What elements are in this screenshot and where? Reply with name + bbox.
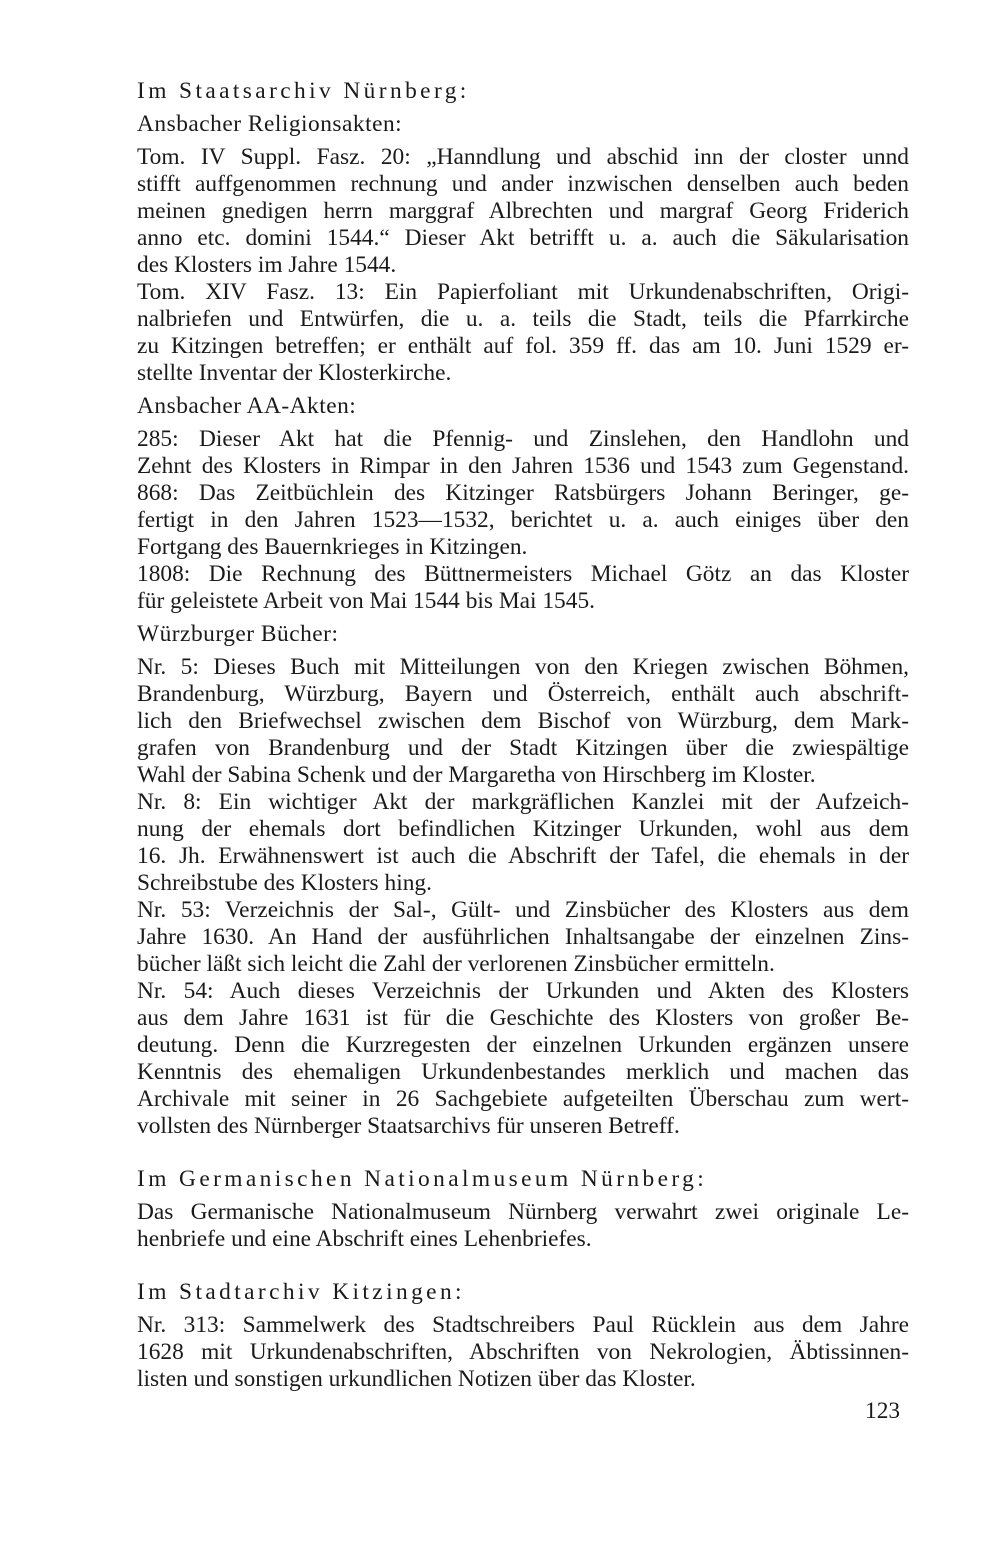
subheading-aa-akten: Ansbacher AA-Akten: bbox=[137, 393, 357, 419]
entry-line: des Klosters im Jahre 1544. bbox=[137, 252, 397, 278]
subheading-wuerzburger-buecher: Würzburger Bücher: bbox=[137, 621, 339, 647]
entry-line: aus dem Jahre 1631 ist für die Geschichte des Klosters von großer Be- bbox=[137, 1005, 909, 1031]
entry-line: deutung. Denn die Kurzregesten der einzelnen Urkunden ergänzen unsere bbox=[137, 1032, 909, 1058]
entry-line: 1808: Die Rechnung des Büttnermeisters Michael Götz an das Kloster bbox=[137, 561, 909, 587]
entry-line: stellte Inventar der Klosterkirche. bbox=[137, 360, 452, 386]
entry-line: Jahre 1630. An Hand der ausführlichen Inhaltsangabe der einzelnen Zins- bbox=[137, 924, 909, 950]
entry-line: Schreibstube des Klosters hing. bbox=[137, 870, 432, 896]
entry-line: 285: Dieser Akt hat die Pfennig- und Zinslehen, den Handlohn und bbox=[137, 426, 909, 452]
entry-line: meinen gnedigen herrn marggraf Albrechten und margraf Georg Friderich bbox=[137, 198, 909, 224]
entry-line: Nr. 313: Sammelwerk des Stadtschreibers Paul Rücklein aus dem Jahre bbox=[137, 1312, 909, 1338]
entry-line: anno etc. domini 1544.“ Dieser Akt betrifft u. a. auch die Säkularisation bbox=[137, 225, 909, 251]
entry-line: Das Germanische Nationalmuseum Nürnberg verwahrt zwei originale Le- bbox=[137, 1199, 909, 1225]
entry-line: 868: Das Zeitbüchlein des Kitzinger Ratsbürgers Johann Beringer, ge- bbox=[137, 480, 909, 506]
entry-line: zu Kitzingen betreffen; er enthält auf fol. 359 ff. das am 10. Juni 1529 er- bbox=[137, 333, 909, 359]
entry-line: Kenntnis des ehemaligen Urkundenbestandes merklich und machen das bbox=[137, 1059, 909, 1085]
entry-line: 1628 mit Urkundenabschriften, Abschriften von Nekrologien, Äbtissinnen- bbox=[137, 1339, 909, 1365]
entry-line: Nr. 54: Auch dieses Verzeichnis der Urkunden und Akten des Klosters bbox=[137, 978, 909, 1004]
section-heading-staatsarchiv: Im Staatsarchiv Nürnberg: bbox=[137, 78, 470, 104]
entry-line: stifft auffgenommen rechnung und ander inzwischen denselben auch beden bbox=[137, 171, 909, 197]
entry-line: grafen von Brandenburg und der Stadt Kitzingen über die zwiespältige bbox=[137, 735, 909, 761]
page-number: 123 bbox=[865, 1398, 901, 1424]
entry-line: fertigt in den Jahren 1523—1532, berichtet u. a. auch einiges über den bbox=[137, 507, 909, 533]
entry-line: Nr. 53: Verzeichnis der Sal-, Gült- und Zinsbücher des Klosters aus dem bbox=[137, 897, 909, 923]
page-body bbox=[137, 78, 909, 1393]
subheading-religionsakten: Ansbacher Religionsakten: bbox=[137, 111, 403, 137]
entry-line: Fortgang des Bauernkrieges in Kitzingen. bbox=[137, 534, 528, 560]
section-heading-stadtarchiv: Im Stadtarchiv Kitzingen: bbox=[137, 1279, 465, 1305]
entry-line: Brandenburg, Würzburg, Bayern und Österreich, enthält auch abschrift- bbox=[137, 681, 909, 707]
entry-line: Zehnt des Klosters in Rimpar in den Jahren 1536 und 1543 zum Gegenstand. bbox=[137, 453, 909, 479]
entry-line: Wahl der Sabina Schenk und der Margaretha von Hirschberg im Kloster. bbox=[137, 762, 816, 788]
entry-line: Nr. 5: Dieses Buch mit Mitteilungen von den Kriegen zwischen Böhmen, bbox=[137, 654, 909, 680]
entry-line: lich den Briefwechsel zwischen dem Bischof von Würzburg, dem Mark- bbox=[137, 708, 909, 734]
entry-line: henbriefe und eine Abschrift eines Lehenbriefes. bbox=[137, 1226, 592, 1252]
entry-line: Nr. 8: Ein wichtiger Akt der markgräflichen Kanzlei mit der Aufzeich- bbox=[137, 789, 909, 815]
entry-line: Tom. XIV Fasz. 13: Ein Papierfoliant mit Urkundenabschriften, Origi- bbox=[137, 279, 909, 305]
entry-line: bücher läßt sich leicht die Zahl der verlorenen Zinsbücher ermitteln. bbox=[137, 951, 775, 977]
entry-line: listen und sonstigen urkundlichen Notizen über das Kloster. bbox=[137, 1366, 696, 1392]
entry-line: nung der ehemals dort befindlichen Kitzinger Urkunden, wohl aus dem bbox=[137, 816, 909, 842]
entry-line: Tom. IV Suppl. Fasz. 20: „Hanndlung und abschid inn der closter unnd bbox=[137, 144, 909, 170]
entry-line: nalbriefen und Entwürfen, die u. a. teils die Stadt, teils die Pfarrkirche bbox=[137, 306, 909, 332]
entry-line: vollsten des Nürnberger Staatsarchivs für unseren Betreff. bbox=[137, 1113, 680, 1139]
entry-line: 16. Jh. Erwähnenswert ist auch die Abschrift der Tafel, die ehemals in der bbox=[137, 843, 909, 869]
entry-line: für geleistete Arbeit von Mai 1544 bis Mai 1545. bbox=[137, 588, 595, 614]
entry-line: Archivale mit seiner in 26 Sachgebiete aufgeteilten Überschau zum wert- bbox=[137, 1086, 909, 1112]
section-heading-nationalmuseum: Im Germanischen Nationalmuseum Nürnberg: bbox=[137, 1166, 708, 1192]
